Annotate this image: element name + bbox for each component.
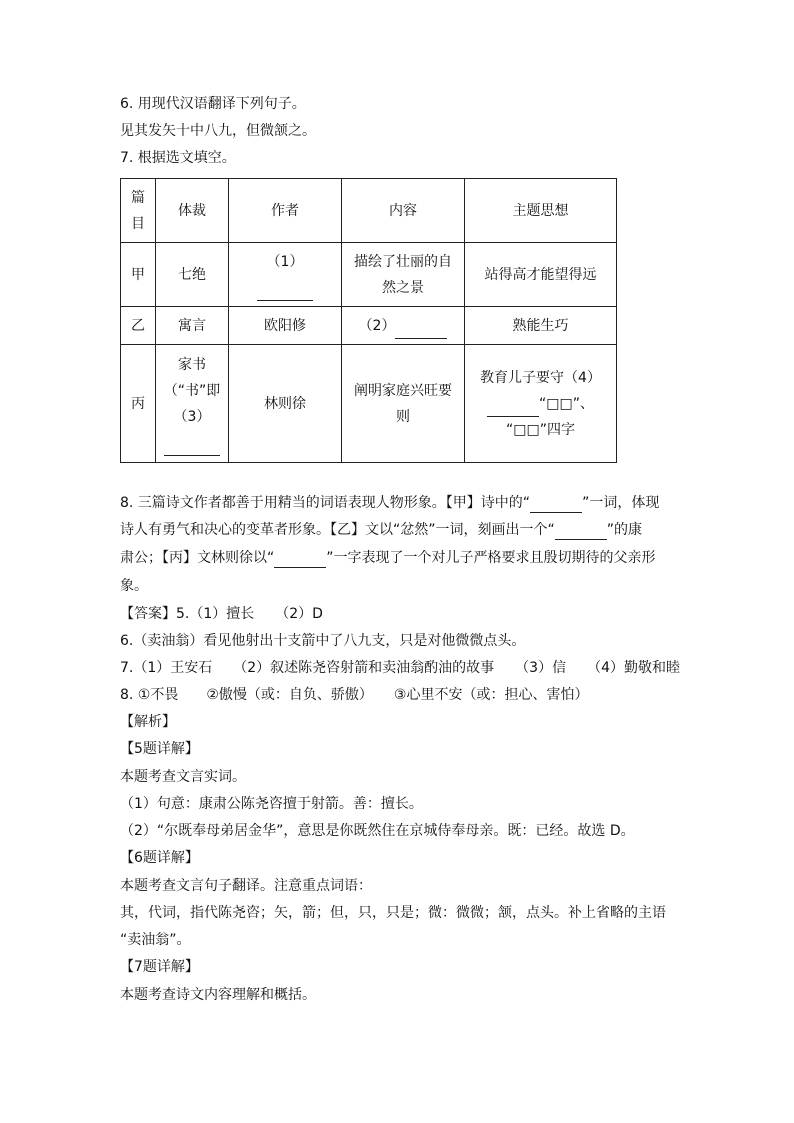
analysis-text: “卖油翁”。 bbox=[120, 932, 191, 948]
answer-8: 8. ①不畏 ②傲慢（或：自负、骄傲） ③心里不安（或：担心、害怕） bbox=[120, 687, 589, 703]
table-cell: 教育儿子要守（4） “□□”、 “□□”四字 bbox=[465, 345, 617, 463]
q6-title: 6. 用现代汉语翻译下列句子。 bbox=[120, 96, 306, 112]
fill-blank bbox=[274, 551, 326, 568]
table-cell: 寓言 bbox=[156, 307, 229, 345]
analysis-text: （1）句意：康肃公陈尧咨擅于射箭。善：擅长。 bbox=[120, 796, 423, 812]
table-row bbox=[121, 345, 617, 463]
table-cell: 阐明家庭兴旺要则 bbox=[342, 345, 465, 463]
fill-blank bbox=[257, 284, 313, 301]
table-cell: 欧阳修 bbox=[229, 307, 342, 345]
table-cell: 七绝 bbox=[156, 243, 229, 307]
fill-blank bbox=[395, 322, 447, 339]
q8-line: 象。 bbox=[120, 578, 148, 594]
q8-line: 肃公；【丙】文林则徐以“ ”一字表现了一个对儿子严格要求且殷切期待的父亲形 bbox=[120, 550, 656, 566]
analysis-text: 其，代词，指代陈尧咨；矢，箭；但，只，只是；微：微微；颔，点头。补上省略的主语 bbox=[120, 905, 666, 921]
table-cell: （2） bbox=[342, 307, 465, 345]
table-row bbox=[121, 243, 617, 307]
table-cell: 甲 bbox=[121, 243, 156, 307]
analysis-text: （2）“尔既奉母弟居金华”，意思是你既然住在京城侍奉母亲。既：已经。故选 D。 bbox=[120, 823, 635, 839]
analysis-text: 本题考查文言句子翻译。注意重点词语： bbox=[120, 878, 372, 894]
fill-blank bbox=[164, 439, 220, 456]
fill-blank bbox=[530, 496, 582, 513]
analysis-text: 本题考查诗文内容理解和概括。 bbox=[120, 987, 316, 1003]
answer-table bbox=[120, 178, 617, 463]
table-header: 主题思想 bbox=[465, 179, 617, 243]
table-cell: 站得高才能望得远 bbox=[465, 243, 617, 307]
table-header: 体裁 bbox=[156, 179, 229, 243]
answer-5: 【答案】5.（1）擅长 （2）D bbox=[120, 606, 323, 622]
table-row bbox=[121, 307, 617, 345]
answer-6: 6.（卖油翁）看见他射出十支箭中了八九支，只是对他微微点头。 bbox=[120, 633, 526, 649]
table-cell: 丙 bbox=[121, 345, 156, 463]
table-cell: 乙 bbox=[121, 307, 156, 345]
q7-title: 7. 根据选文填空。 bbox=[120, 150, 236, 166]
table-header: 内容 bbox=[342, 179, 465, 243]
table-header: 篇目 bbox=[121, 179, 156, 243]
table-header: 作者 bbox=[229, 179, 342, 243]
q6-sentence: 见其发矢十中八九，但微颔之。 bbox=[120, 123, 316, 139]
analysis-head: 【解析】 bbox=[120, 714, 176, 730]
table-cell: （1） bbox=[229, 243, 342, 307]
fill-blank bbox=[555, 523, 607, 540]
analysis-text: 本题考查文言实词。 bbox=[120, 769, 246, 785]
answer-7: 7.（1）王安石 （2）叙述陈尧咨射箭和卖油翁酌油的故事 （3）信 （4）勤敬和睦 bbox=[120, 660, 680, 676]
q5-detail-head: 【5题详解】 bbox=[120, 741, 199, 757]
table-cell: 家书（“书”即（3） bbox=[156, 345, 229, 463]
table-cell: 描绘了壮丽的自然之景 bbox=[342, 243, 465, 307]
q8-line: 8. 三篇诗文作者都善于用精当的词语表现人物形象。【甲】诗中的“ ”一词，体现 bbox=[120, 495, 660, 511]
table-cell: 林则徐 bbox=[229, 345, 342, 463]
fill-blank bbox=[487, 400, 539, 417]
q7-detail-head: 【7题详解】 bbox=[120, 959, 199, 975]
q6-detail-head: 【6题详解】 bbox=[120, 850, 199, 866]
q8-line: 诗人有勇气和决心的变革者形象。【乙】文以“忿然”一词，刻画出一个“ ”的康 bbox=[120, 522, 643, 538]
table-cell: 熟能生巧 bbox=[465, 307, 617, 345]
